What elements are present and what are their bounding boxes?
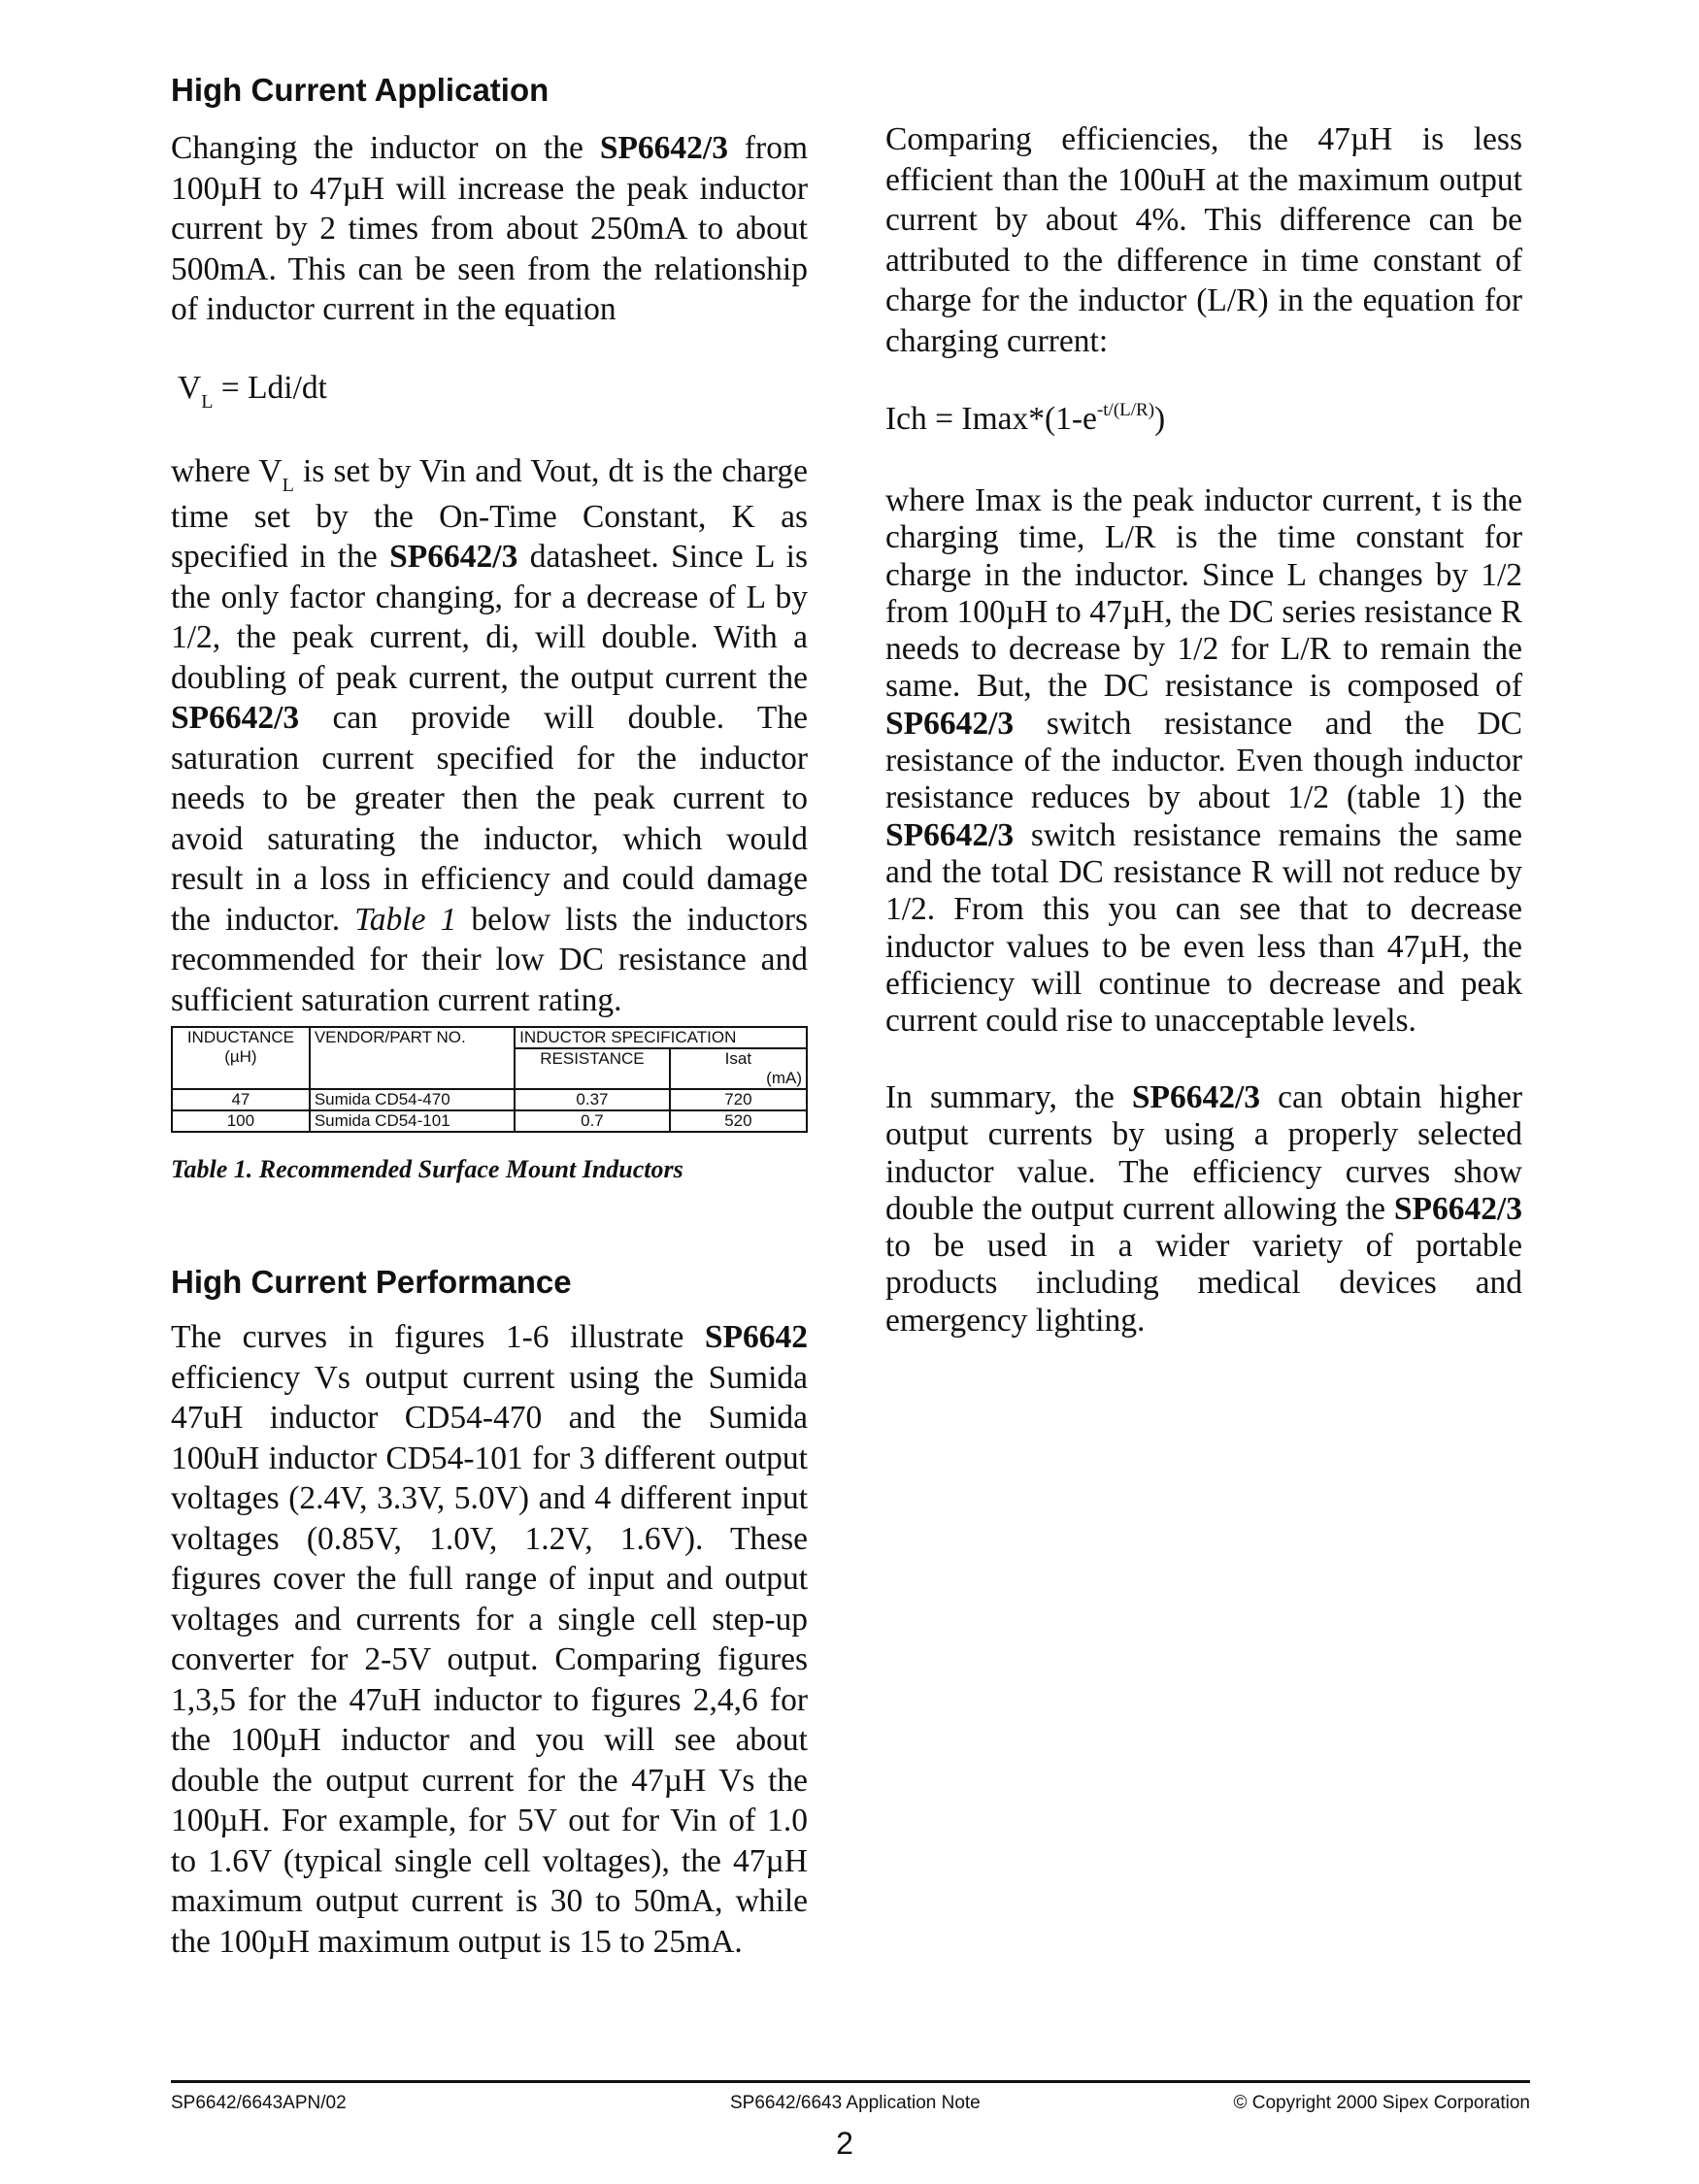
header-inductor-specification: INDUCTOR SPECIFICATION [515, 1027, 807, 1048]
paragraph-summary: In summary, the SP6642/3 can obtain higher output currents by using a properly selected inductor value. The efficiency curves show double the output current allowing the SP6642/3 to be used in a wider variety of portable products including medical devices and emergency lighting. [885, 1079, 1522, 1339]
cell-resistance: 0.7 [515, 1110, 670, 1132]
section-heading-high-current-application: High Current Application [171, 72, 550, 108]
table-row [172, 1110, 807, 1132]
cell-isat: 720 [670, 1089, 807, 1110]
footer-doc-number: SP6642/6643APN/02 [171, 2093, 347, 2113]
cell-isat: 520 [670, 1110, 807, 1132]
header-isat: Isat (mA) [670, 1048, 807, 1089]
paragraph-imax-explanation: where Imax is the peak inductor current, t is the charging time, L/R is the time constant for charge in the inductor. Since L changes by 1/2 from 100µH to 47µH, the DC series resistance R needs to decrease by 1/2 for L/R to remain the same. But, the DC resistance is composed of SP6642/3 switch resistance and the DC resistance of the inductor. Even though inductor resistance reduces by about 1/2 (table 1) the SP6642/3 switch resistance remains the same and the total DC resistance R will not reduce by 1/2. From this you can see that to decrease inductor values to be even less than 47µH, the efficiency will continue to decrease and peak current could rise to unacceptable levels. [885, 482, 1522, 1040]
page-number: 2 [836, 2126, 853, 2161]
cell-vendor: Sumida CD54-101 [310, 1110, 515, 1132]
footer-divider [171, 2080, 1530, 2083]
table-row [172, 1089, 807, 1110]
equation-vl: $V_L = Ldi/dt$ [178, 370, 327, 413]
paragraph-inductor-change: Changing the inductor on the SP6642/3 from 100µH to 47µH will increase the peak inductor current by 2 times from about 250mA to about 500mA. This can be seen from the relationship of inductor current in the equation [171, 130, 808, 327]
header-resistance: RESISTANCE [515, 1048, 670, 1089]
cell-vendor: Sumida CD54-470 [310, 1089, 515, 1110]
section-heading-high-current-performance: High Current Performance [171, 1264, 572, 1300]
table-header-row [172, 1027, 807, 1048]
header-inductance: INDUCTANCE (µH) [172, 1027, 310, 1089]
cell-resistance: 0.37 [515, 1089, 670, 1110]
cell-inductance: 47 [172, 1089, 310, 1110]
inductor-table [171, 1026, 808, 1133]
header-vendor: VENDOR/PART NO. [310, 1027, 515, 1089]
footer-title: SP6642/6643 Application Note [730, 2093, 981, 2113]
table-caption: Table 1. Recommended Surface Mount Inductors [171, 1155, 683, 1183]
cell-inductance: 100 [172, 1110, 310, 1132]
equation-ich: Ich = $Imax*(1-e^{-t/(L/R)})$ [885, 400, 1166, 437]
paragraph-curves: The curves in figures 1-6 illustrate SP6642 efficiency Vs output current using the Sumida 47uH inductor CD54-470 and the Sumida 100uH inductor CD54-101 for 3 different output voltages (2.4V, 3.3V, 5.0V) and 4 different input voltages (0.85V, 1.0V, 1.2V, 1.6V). These figures cover the full range of input and output voltages and currents for a single cell step-up converter for 2-5V output. Comparing figures 1,3,5 for the 47uH inductor to figures 2,4,6 for the 100µH inductor and you will see about double the output current for the 47µH Vs the 100µH. For example, for 5V out for Vin of 1.0 to 1.6V (typical single cell voltages), the 47µH maximum output current is 30 to 50mA, while the 100µH maximum output is 15 to 25mA. [171, 1319, 808, 1960]
paragraph-comparing-efficiencies: Comparing efficiencies, the 47µH is less efficient than the 100uH at the maximum output current by about 4%. This difference can be attributed to the difference in time constant of charge for the inductor (L/R) in the equation for charging current: [885, 121, 1522, 359]
footer-copyright: © Copyright 2000 Sipex Corporation [1233, 2093, 1530, 2113]
paragraph-vl-explanation: where $V_L$ is set by Vin and Vout, dt is the charge time set by the On-Time Constant, K as specified in the SP6642/3 datasheet. Since L is the only factor changing, for a decrease of L by 1/2, the peak current, di, will double. With a doubling of peak current, the output current the SP6642/3 can provide will double. The saturation current specified for the inductor needs to be greater then the peak current to avoid saturating the inductor, which would result in a loss in efficiency and could damage the inductor. Table 1 below lists the inductors recommended for their low DC resistance and sufficient saturation current rating. [171, 453, 809, 1018]
